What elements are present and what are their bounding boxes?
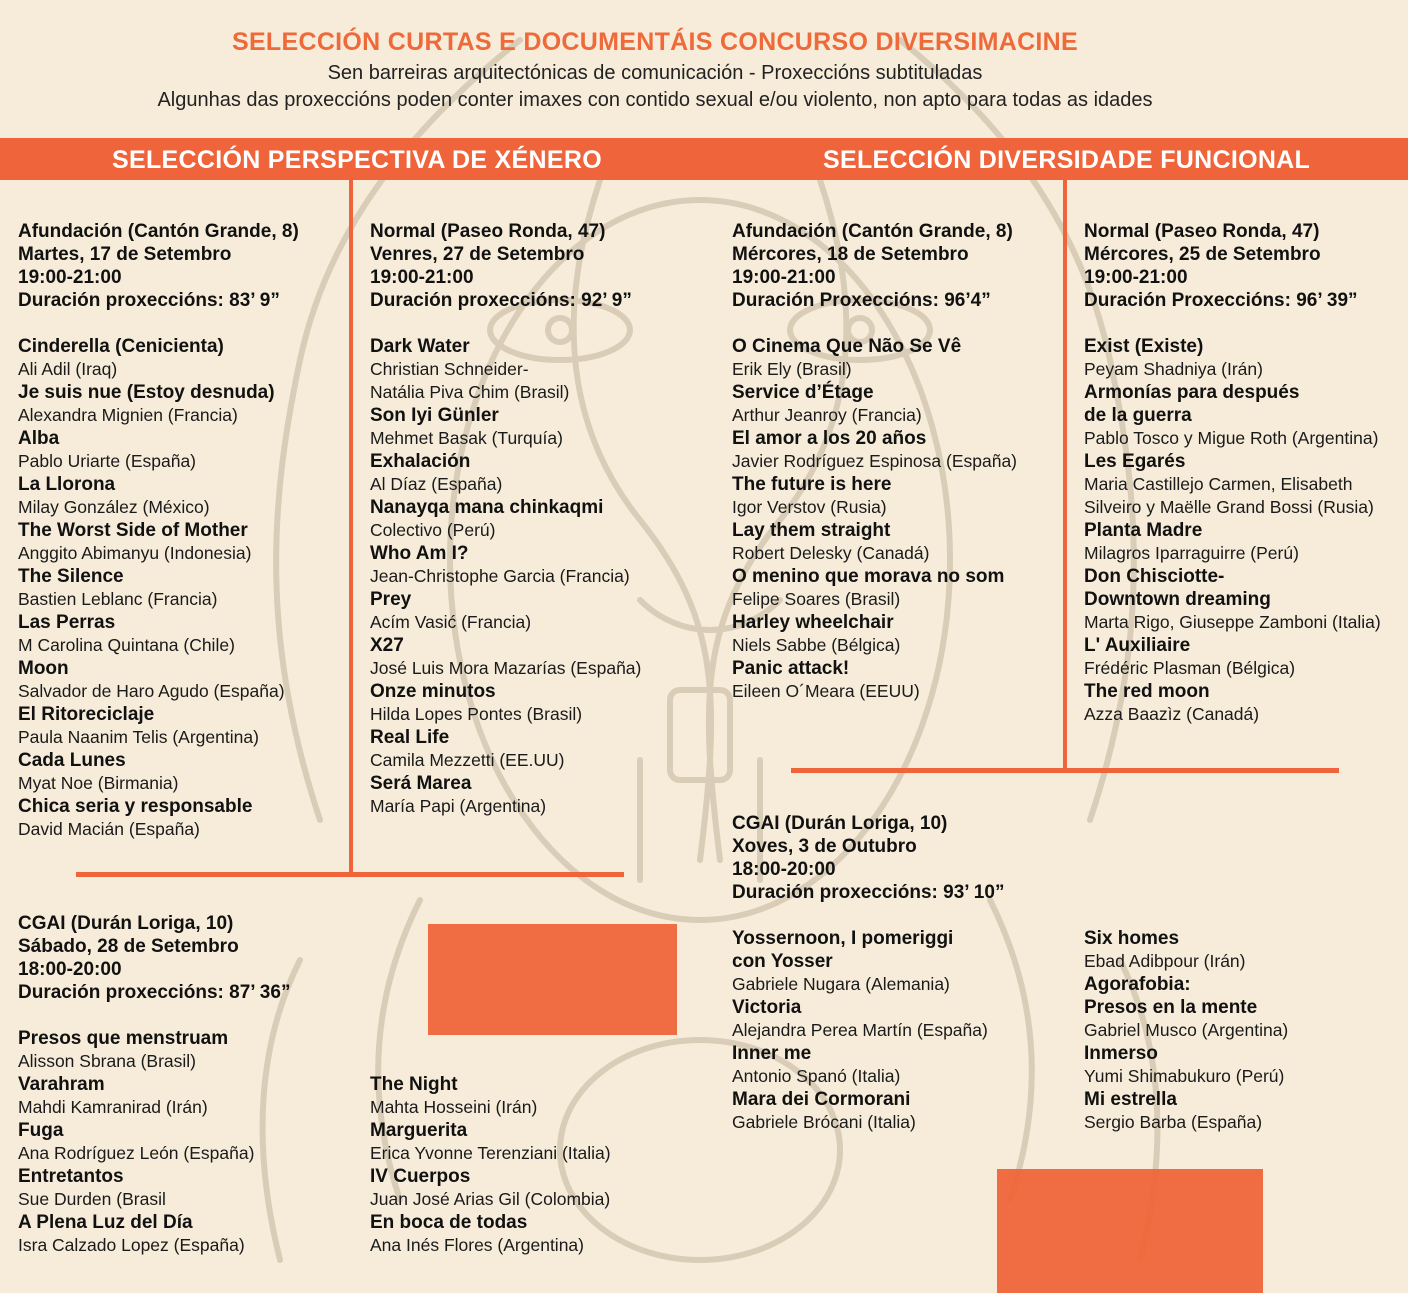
divider-horizontal-right [791,768,1339,773]
film-director: Christian Schneider- Natália Piva Chim (Brasil) [370,359,570,402]
film-director: Ana Inés Flores (Argentina) [370,1235,584,1255]
film-director: Eileen O´Meara (EEUU) [732,681,920,701]
film-director: Ali Adil (Iraq) [18,359,118,379]
film-director: M Carolina Quintana (Chile) [18,635,235,655]
session-cgai-3-outubro [732,812,1077,1134]
film-title: X27 [370,635,404,656]
film-director: Maria Castillejo Carmen, Elisabeth Silveiro y Maëlle Grand Bossi (Rusia) [1084,474,1374,517]
session-date: Venres, 27 de Setembro [370,244,585,265]
film-item [18,795,363,841]
film-title: Dark Water [370,336,470,357]
film-list [18,1027,363,1257]
session-venue: Normal (Paseo Ronda, 47) [1084,221,1320,242]
section-title-gender: SELECCIÓN PERSPECTIVA DE XÉNERO [112,146,602,174]
film-title: Onze minutos [370,681,496,702]
film-item [732,519,1077,565]
film-item [370,404,715,450]
film-title: Cada Lunes [18,750,126,771]
film-director: Azza Baazìz (Canadá) [1084,704,1260,724]
subtitle-accessibility: Sen barreiras arquitectónicas de comunicación - Proxeccións subtituladas [327,62,983,84]
section-title-disability: SELECCIÓN DIVERSIDADE FUNCIONAL [823,146,1311,174]
film-director: José Luis Mora Mazarías (España) [370,658,642,678]
film-title: Lay them straight [732,520,891,541]
film-item [370,772,715,818]
film-director: Milagros Iparraguirre (Perú) [1084,543,1299,563]
film-title: Panic attack! [732,658,850,679]
film-item [370,680,715,726]
session-venue: CGAI (Durán Loriga, 10) [18,913,234,934]
session-date: Mércores, 25 de Setembro [1084,244,1321,265]
film-item [18,1073,363,1119]
film-item [18,1165,363,1211]
film-item [370,588,715,634]
film-item [1084,973,1406,1042]
film-item [1084,927,1406,973]
film-item [370,1211,715,1257]
film-item [732,1042,1077,1088]
film-item [732,927,1077,996]
film-director: Pablo Tosco y Migue Roth (Argentina) [1084,428,1379,448]
film-item [18,611,363,657]
session-venue: Normal (Paseo Ronda, 47) [370,221,606,242]
film-director: Salvador de Haro Agudo (España) [18,681,285,701]
film-item [18,473,363,519]
film-title: Harley wheelchair [732,612,894,633]
film-title: Las Perras [18,612,116,633]
film-director: María Papi (Argentina) [370,796,547,816]
film-title: El Ritoreciclaje [18,704,155,725]
session-date: Martes, 17 de Setembro [18,244,232,265]
film-title: Agorafobia: Presos en la mente [1084,974,1258,1018]
film-list [18,335,363,841]
divider-horizontal-left [76,872,624,877]
subtitle-warning: Algunhas das proxeccións poden conter imaxes con contido sexual e/ou violento, non apto para todas as idades [157,89,1153,111]
film-director: Bastien Leblanc (Francia) [18,589,218,609]
film-item [370,335,715,404]
session-normal-25-setembro [1084,220,1406,726]
session-afundacion-17-setembro [18,220,363,841]
film-title: A Plena Luz del Día [18,1212,193,1233]
film-director: Robert Delesky (Canadá) [732,543,930,563]
film-title: El amor a los 20 años [732,428,927,449]
film-item [732,381,1077,427]
film-item [18,749,363,795]
film-title: The Silence [18,566,124,587]
film-item [370,496,715,542]
film-title: Exist (Existe) [1084,336,1204,357]
film-director: Alisson Sbrana (Brasil) [18,1051,196,1071]
film-title: Mara dei Cormorani [732,1089,911,1110]
film-item [1084,680,1406,726]
film-director: Arthur Jeanroy (Francia) [732,405,922,425]
film-title: En boca de todas [370,1212,528,1233]
film-director: Mehmet Basak (Turquía) [370,428,563,448]
film-director: Alejandra Perea Martín (España) [732,1020,988,1040]
film-item [732,996,1077,1042]
session-date: Xoves, 3 de Outubro [732,836,917,857]
film-title: Don Chisciotte- Downtown dreaming [1084,566,1271,610]
film-item [1084,381,1406,450]
film-title: Chica seria y responsable [18,796,253,817]
film-title: Entretantos [18,1166,124,1187]
film-item [18,657,363,703]
film-title: Je suis nue (Estoy desnuda) [18,382,275,403]
film-item [732,611,1077,657]
session-duration: Duración proxeccións: 83’ 9” [18,290,280,311]
session-duration: Duración proxeccións: 87’ 36” [18,982,291,1003]
film-director: Felipe Soares (Brasil) [732,589,901,609]
film-item [732,335,1077,381]
session-date: Mércores, 18 de Setembro [732,244,969,265]
film-director: Ana Rodríguez León (España) [18,1143,255,1163]
film-item [370,450,715,496]
film-director: Camila Mezzetti (EE.UU) [370,750,565,770]
session-afundacion-18-setembro [732,220,1077,703]
film-title: The Night [370,1074,458,1095]
film-item [370,542,715,588]
film-list [1084,335,1406,726]
film-item [370,1073,715,1119]
session-venue: Afundación (Cantón Grande, 8) [732,221,1013,242]
session-time: 19:00-21:00 [370,267,474,288]
film-title: Nanayqa mana chinkaqmi [370,497,604,518]
film-director: Ebad Adibpour (Irán) [1084,951,1246,971]
film-title: Inner me [732,1043,812,1064]
film-title: O menino que morava no som [732,566,1005,587]
film-director: Paula Naanim Telis (Argentina) [18,727,259,747]
film-title: Varahram [18,1074,105,1095]
film-item [1084,335,1406,381]
film-director: Gabriel Musco (Argentina) [1084,1020,1289,1040]
film-director: Juan José Arias Gil (Colombia) [370,1189,611,1209]
film-title: Real Life [370,727,450,748]
film-director: Sue Durden (Brasil [18,1189,166,1209]
page-title: SELECCIÓN CURTAS E DOCUMENTÁIS CONCURSO DIVERSIMACINE [231,28,1079,56]
film-director: Frédéric Plasman (Bélgica) [1084,658,1296,678]
film-item [18,381,363,427]
film-title: Será Marea [370,773,472,794]
film-title: Marguerita [370,1120,468,1141]
film-director: Acím Vasić (Francia) [370,612,532,632]
film-title: Son Iyi Günler [370,405,499,426]
film-director: Mahdi Kamranirad (Irán) [18,1097,208,1117]
film-list [370,335,715,818]
film-director: David Macián (España) [18,819,200,839]
session-duration: Duración Proxeccións: 96’ 39” [1084,290,1358,311]
film-list [732,335,1077,703]
film-title: Cinderella (Cenicienta) [18,336,224,357]
film-item [370,1165,715,1211]
film-director: Pablo Uriarte (España) [18,451,196,471]
film-title: Alba [18,428,60,449]
film-title: IV Cuerpos [370,1166,471,1187]
session-time: 18:00-20:00 [18,959,122,980]
film-director: Marta Rigo, Giuseppe Zamboni (Italia) [1084,612,1381,632]
film-title: Inmerso [1084,1043,1158,1064]
film-title: The red moon [1084,681,1210,702]
session-duration: Duración proxeccións: 92’ 9” [370,290,632,311]
film-title: Who Am I? [370,543,469,564]
film-title: Service d’Étage [732,382,874,403]
film-title: La Llorona [18,474,116,495]
film-item [18,427,363,473]
film-title: L' Auxiliaire [1084,635,1191,656]
film-director: Alexandra Mignien (Francia) [18,405,238,425]
film-item [1084,565,1406,634]
film-director: Antonio Spanó (Italia) [732,1066,901,1086]
film-director: Yumi Shimabukuro (Perú) [1084,1066,1285,1086]
film-item [732,427,1077,473]
film-director: Igor Verstov (Rusia) [732,497,887,517]
film-item [1084,634,1406,680]
film-director: Erica Yvonne Terenziani (Italia) [370,1143,611,1163]
film-item [370,634,715,680]
film-title: Victoria [732,997,802,1018]
film-item [18,1119,363,1165]
film-list-cgai-3-outubro-continued [1084,927,1406,1134]
film-title: Planta Madre [1084,520,1203,541]
film-director: Javier Rodríguez Espinosa (España) [732,451,1018,471]
film-director: Hilda Lopes Pontes (Brasil) [370,704,583,724]
film-director: Mahta Hosseini (Irán) [370,1097,538,1117]
film-list-cgai-28-setembro-continued [370,1073,715,1257]
film-director: Milay González (México) [18,497,210,517]
film-title: The Worst Side of Mother [18,520,248,541]
film-title: Mi estrella [1084,1089,1177,1110]
film-item [1084,450,1406,519]
film-item [18,519,363,565]
film-director: Peyam Shadniya (Irán) [1084,359,1263,379]
film-item [1084,519,1406,565]
film-item [18,565,363,611]
film-director: Gabriele Nugara (Alemania) [732,974,950,994]
film-item [732,473,1077,519]
session-venue: CGAI (Durán Loriga, 10) [732,813,948,834]
film-item [370,1119,715,1165]
session-time: 19:00-21:00 [1084,267,1188,288]
film-title: Yossernoon, I pomeriggi con Yosser [732,928,954,972]
film-item [732,1088,1077,1134]
session-time: 18:00-20:00 [732,859,836,880]
film-title: Six homes [1084,928,1180,949]
film-title: O Cinema Que Não Se Vê [732,336,962,357]
session-cgai-28-setembro [18,912,363,1257]
film-item [1084,1088,1406,1134]
session-time: 19:00-21:00 [18,267,122,288]
film-item [18,1027,363,1073]
session-duration: Duración proxeccións: 93’ 10” [732,882,1005,903]
film-title: Les Egarés [1084,451,1186,472]
film-title: Fuga [18,1120,64,1141]
film-title: Prey [370,589,412,610]
film-item [732,657,1077,703]
film-director: Colectivo (Perú) [370,520,496,540]
film-director: Al Díaz (España) [370,474,503,494]
film-title: Armonías para después de la guerra [1084,382,1300,426]
film-director: Jean-Christophe Garcia (Francia) [370,566,630,586]
session-venue: Afundación (Cantón Grande, 8) [18,221,299,242]
film-director: Erik Ely (Brasil) [732,359,852,379]
film-director: Myat Noe (Birmania) [18,773,179,793]
session-date: Sábado, 28 de Setembro [18,936,239,957]
film-director: Anggito Abimanyu (Indonesia) [18,543,252,563]
film-list [732,927,1077,1134]
session-duration: Duración Proxeccións: 96’4” [732,290,991,311]
session-normal-27-setembro [370,220,715,818]
decorative-box-left [428,924,677,1035]
film-director: Niels Sabbe (Bélgica) [732,635,901,655]
film-title: Exhalación [370,451,471,472]
film-item [18,703,363,749]
film-item [732,565,1077,611]
session-time: 19:00-21:00 [732,267,836,288]
decorative-box-right [997,1169,1263,1293]
film-item [18,335,363,381]
film-title: The future is here [732,474,892,495]
film-item [1084,1042,1406,1088]
film-director: Sergio Barba (España) [1084,1112,1263,1132]
film-item [370,726,715,772]
film-title: Moon [18,658,69,679]
film-title: Presos que menstruam [18,1028,229,1049]
film-director: Gabriele Brócani (Italia) [732,1112,916,1132]
film-item [18,1211,363,1257]
film-director: Isra Calzado Lopez (España) [18,1235,245,1255]
